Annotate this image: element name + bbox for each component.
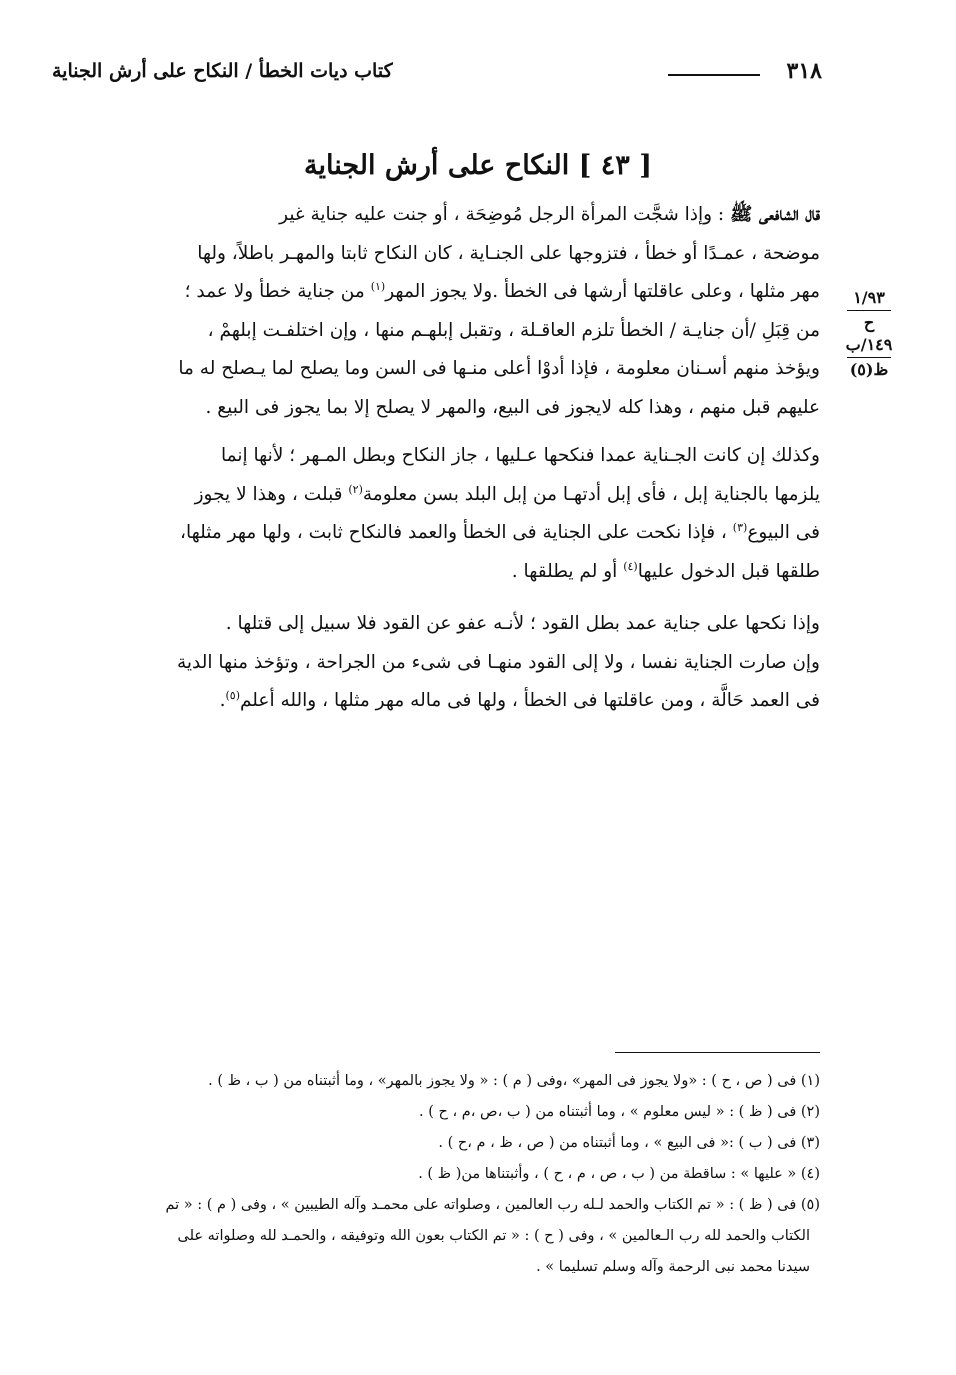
text-span: . bbox=[219, 690, 226, 711]
footnote-ref: (٤) bbox=[623, 559, 638, 573]
running-header bbox=[52, 58, 822, 90]
text-line: وكذلك إن كانت الجـناية عمدا فنكحها عـليها ، جاز النكاح وبطل المـهر ؛ لأنها إنما bbox=[221, 445, 820, 466]
footnote-continuation: سيدنا محمد نبى الرحمة وآله وسلم تسليما » . bbox=[536, 1259, 810, 1275]
footnote-ref: (٥) bbox=[225, 688, 240, 702]
chapter-title: [ ٤٣ ] النكاح على أرش الجناية bbox=[304, 150, 652, 181]
margin-note: ح bbox=[863, 313, 875, 332]
margin-notes bbox=[843, 287, 895, 381]
text-span: ، فإذا نكحت على الجناية فى الخطأ والعمد فالنكاح ثابت ، ولها مهر مثلها، bbox=[180, 522, 733, 543]
text-span: : وإذا شجَّت المرأة الرجل مُوضِحَة ، أو جنت عليه جناية غير bbox=[279, 204, 731, 225]
text-line bbox=[136, 682, 820, 721]
text-line bbox=[136, 273, 820, 312]
text-line bbox=[136, 476, 820, 515]
footnotes bbox=[130, 1066, 820, 1283]
margin-note: ١/٩٣ bbox=[853, 288, 885, 307]
text-line: وإذا نكحها على جناية عمد بطل القود ؛ لأنـه عفو عن القود فلا سبيل إلى قتلها . bbox=[225, 613, 820, 634]
footnote: (٣) فى ( ب ) :« فى البيع » ، وما أثبتناه من ( ص ، ظ ، م ،ح ) . bbox=[438, 1135, 820, 1151]
text-line bbox=[136, 514, 820, 553]
margin-note-rule bbox=[847, 357, 891, 358]
text-span: طلقها قبل الدخول عليها bbox=[637, 560, 820, 582]
header-rule bbox=[668, 74, 760, 76]
footnote: (٢) فى ( ظ ) : « ليس معلوم » ، وما أثبتناه من ( ب ،ص ،م ، ح ) . bbox=[419, 1104, 820, 1120]
text-span: مهر مثلها ، وعلى عاقلتها أرشها فى الخطأ .ولا يجوز المهر bbox=[385, 281, 820, 302]
footnote: (٤) « عليها » : ساقطة من ( ب ، ص ، م ، ح ) ، وأثبتناها من( ظ ) . bbox=[418, 1166, 820, 1182]
footnote-continuation: الكتاب والحمد لله رب الـعالمين » ، وفى ( ح ) : « تم الكتاب بعون الله وتوفيقه ، والحمـد لله وصلواته على bbox=[177, 1228, 810, 1244]
margin-note-rule bbox=[847, 310, 891, 311]
text-span: قبلت ، وهذا لا يجوز bbox=[194, 483, 349, 505]
footnote-separator bbox=[615, 1052, 820, 1053]
text-line bbox=[136, 553, 820, 592]
text-span: فى العمد حَالَّة ، ومن عاقلتها فى الخطأ ، ولها فى ماله مهر مثلها ، والله أعلم bbox=[239, 690, 820, 711]
text-line: ويؤخذ منهم أسـنان معلومة ، فإذا أدوْا أعلى منـها فى السن وما يصلح لما يـصلح له ما bbox=[178, 358, 820, 379]
text-line bbox=[136, 196, 820, 235]
text-line: موضحة ، عمـدًا أو خطأ ، فتزوجها على الجنـاية ، كان النكاح ثابتا والمهـر باطلاً، ولها bbox=[197, 242, 820, 264]
footnote-ref: (٣) bbox=[732, 520, 748, 534]
footnote-ref: (١) bbox=[370, 279, 386, 293]
text-line: من قِبَلِ /أن جنايـة / الخطأ تلزم العاقـلة ، وتقبل إبلهـم منها ، وإن اختلفـت إبلهمْ ، bbox=[207, 319, 820, 341]
page-number: ٣١٨ bbox=[786, 58, 822, 84]
text-span: من جناية خطأ ولا عمد ؛ bbox=[184, 281, 371, 302]
footnote: (٥) فى ( ظ ) : « تم الكتاب والحمد لـله رب العالمين ، وصلواته على محمـد وآله الطيبين » ، وفى ( م ) : « تم bbox=[165, 1197, 820, 1213]
body-text bbox=[136, 196, 820, 721]
text-span: أو لم يطلقها . bbox=[511, 560, 624, 582]
margin-note: ظ(٥) bbox=[849, 360, 889, 379]
text-span: يلزمها بالجناية إبل ، فأى إبل أدتهـا من إبل البلد بسن معلومة bbox=[362, 483, 820, 505]
footnote-ref: (٢) bbox=[348, 482, 363, 496]
text-span: فى البيوع bbox=[747, 522, 820, 543]
footnote: (١) فى ( ص ، ح ) : «ولا يجوز فى المهر» ،وفى ( م ) : « ولا يجوز بالمهر» ، وما أثبتناه من ( ب ، ظ ) . bbox=[208, 1073, 820, 1089]
speaker: قال الشافعى ﷺ bbox=[730, 204, 820, 225]
margin-note: ١٤٩/ب bbox=[845, 335, 893, 354]
text-line: عليهم قبل منهم ، وهذا كله لايجوز فى البيع، والمهر لا يصلح إلا بما يجوز فى البيع . bbox=[205, 396, 820, 418]
text-line: وإن صارت الجناية نفسا ، ولا إلى القود منهـا فى شىء من الجراحة ، وتؤخذ منها الدية bbox=[176, 651, 820, 673]
running-title: كتاب ديات الخطأ / النكاح على أرش الجناية bbox=[52, 60, 393, 82]
